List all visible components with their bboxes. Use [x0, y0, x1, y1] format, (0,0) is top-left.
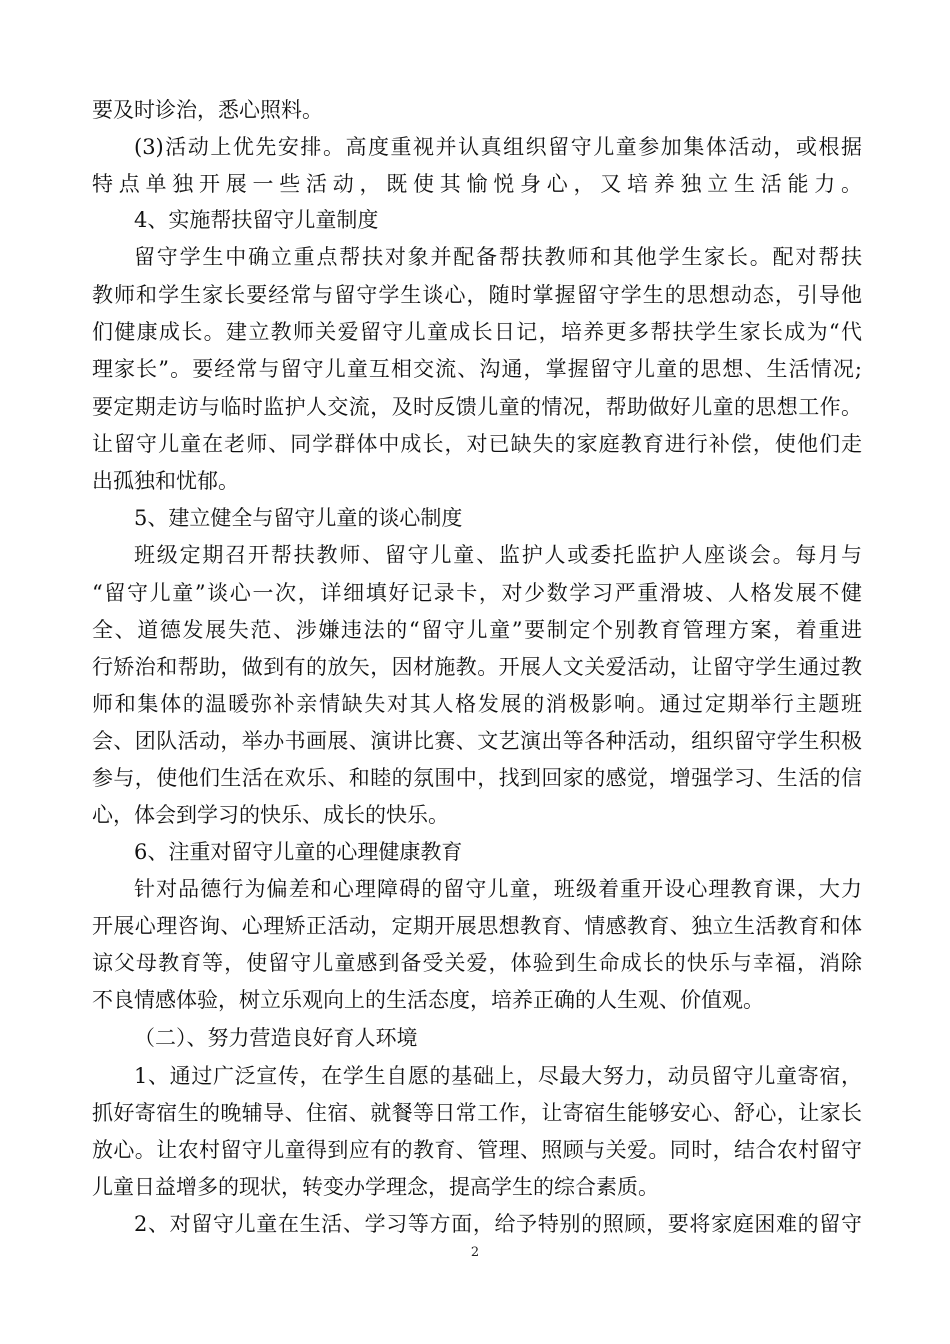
text-line: 要及时诊治，悉心照料。: [92, 98, 323, 122]
text-line: 放心。让农村留守儿童得到应有的教育、管理、照顾与关爱。同时，结合农村留守: [92, 1138, 862, 1162]
text-line: 行矫治和帮助，做到有的放矢，因材施教。开展人文关爱活动，让留守学生通过教: [92, 655, 862, 679]
text-line: 教师和学生家长要经常与留守学生谈心，随时掌握留守学生的思想动态，引导他: [92, 283, 862, 307]
text-line: 会、团队活动，举办书画展、演讲比赛、文艺演出等各种活动，组织留守学生积极: [92, 729, 862, 753]
section-heading: 6、注重对留守儿童的心理健康教育: [134, 840, 463, 864]
text-line: 出孤独和忧郁。: [92, 469, 239, 493]
section-heading: （二）、努力营造良好育人环境: [134, 1026, 418, 1050]
text-line: 全、道德发展失范、涉嫌违法的“留守儿童”要制定个别教育管理方案，着重进: [92, 618, 862, 642]
text-line: 理家长”。要经常与留守儿童互相交流、沟通，掌握留守儿童的思想、生活情况;: [92, 357, 862, 381]
text-line: “留守儿童”谈心一次，详细填好记录卡，对少数学习严重滑坡、人格发展不健: [92, 581, 862, 605]
text-line: 师和集体的温暖弥补亲情缺失对其人格发展的消极影响。通过定期举行主题班: [92, 692, 862, 716]
section-heading: 5、建立健全与留守儿童的谈心制度: [134, 506, 463, 530]
text-line: 们健康成长。建立教师关爱留守儿童成长日记，培养更多帮扶学生家长成为“代: [92, 320, 862, 344]
text-line: 心，体会到学习的快乐、成长的快乐。: [92, 803, 449, 827]
text-line: 1、通过广泛宣传，在学生自愿的基础上，尽最大努力，动员留守儿童寄宿，: [134, 1064, 862, 1088]
section-heading: 4、实施帮扶留守儿童制度: [134, 208, 379, 232]
text-line: 班级定期召开帮扶教师、留守儿童、监护人或委托监护人座谈会。每月与: [134, 543, 862, 567]
text-line: (3)活动上优先安排。高度重视并认真组织留守儿童参加集体活动，或根据: [134, 135, 862, 159]
text-line: 2、对留守儿童在生活、学习等方面，给予特别的照顾，要将家庭困难的留守: [134, 1212, 862, 1236]
text-line: 特点单独开展一些活动，既使其愉悦身心，又培养独立生活能力。: [92, 172, 862, 196]
text-line: 让留守儿童在老师、同学群体中成长，对已缺失的家庭教育进行补偿，使他们走: [92, 432, 862, 456]
text-line: 谅父母教育等，使留守儿童感到备受关爱，体验到生命成长的快乐与幸福，消除: [92, 951, 862, 975]
text-line: 要定期走访与临时监护人交流，及时反馈儿童的情况，帮助做好儿童的思想工作。: [92, 395, 862, 419]
text-line: 开展心理咨询、心理矫正活动，定期开展思想教育、情感教育、独立生活教育和体: [92, 914, 862, 938]
text-line: 儿童日益增多的现状，转变办学理念，提高学生的综合素质。: [92, 1175, 659, 1199]
page-number: 2: [470, 1245, 480, 1260]
text-line: 留守学生中确立重点帮扶对象并配备帮扶教师和其他学生家长。配对帮扶: [134, 245, 862, 269]
text-line: 针对品德行为偏差和心理障碍的留守儿童，班级着重开设心理教育课，大力: [134, 877, 862, 901]
text-line: 参与，使他们生活在欢乐、和睦的氛围中，找到回家的感觉，增强学习、生活的信: [92, 766, 862, 790]
text-line: 不良情感体验，树立乐观向上的生活态度，培养正确的人生观、价值观。: [92, 988, 764, 1012]
text-line: 抓好寄宿生的晚辅导、住宿、就餐等日常工作，让寄宿生能够安心、舒心，让家长: [92, 1101, 862, 1125]
